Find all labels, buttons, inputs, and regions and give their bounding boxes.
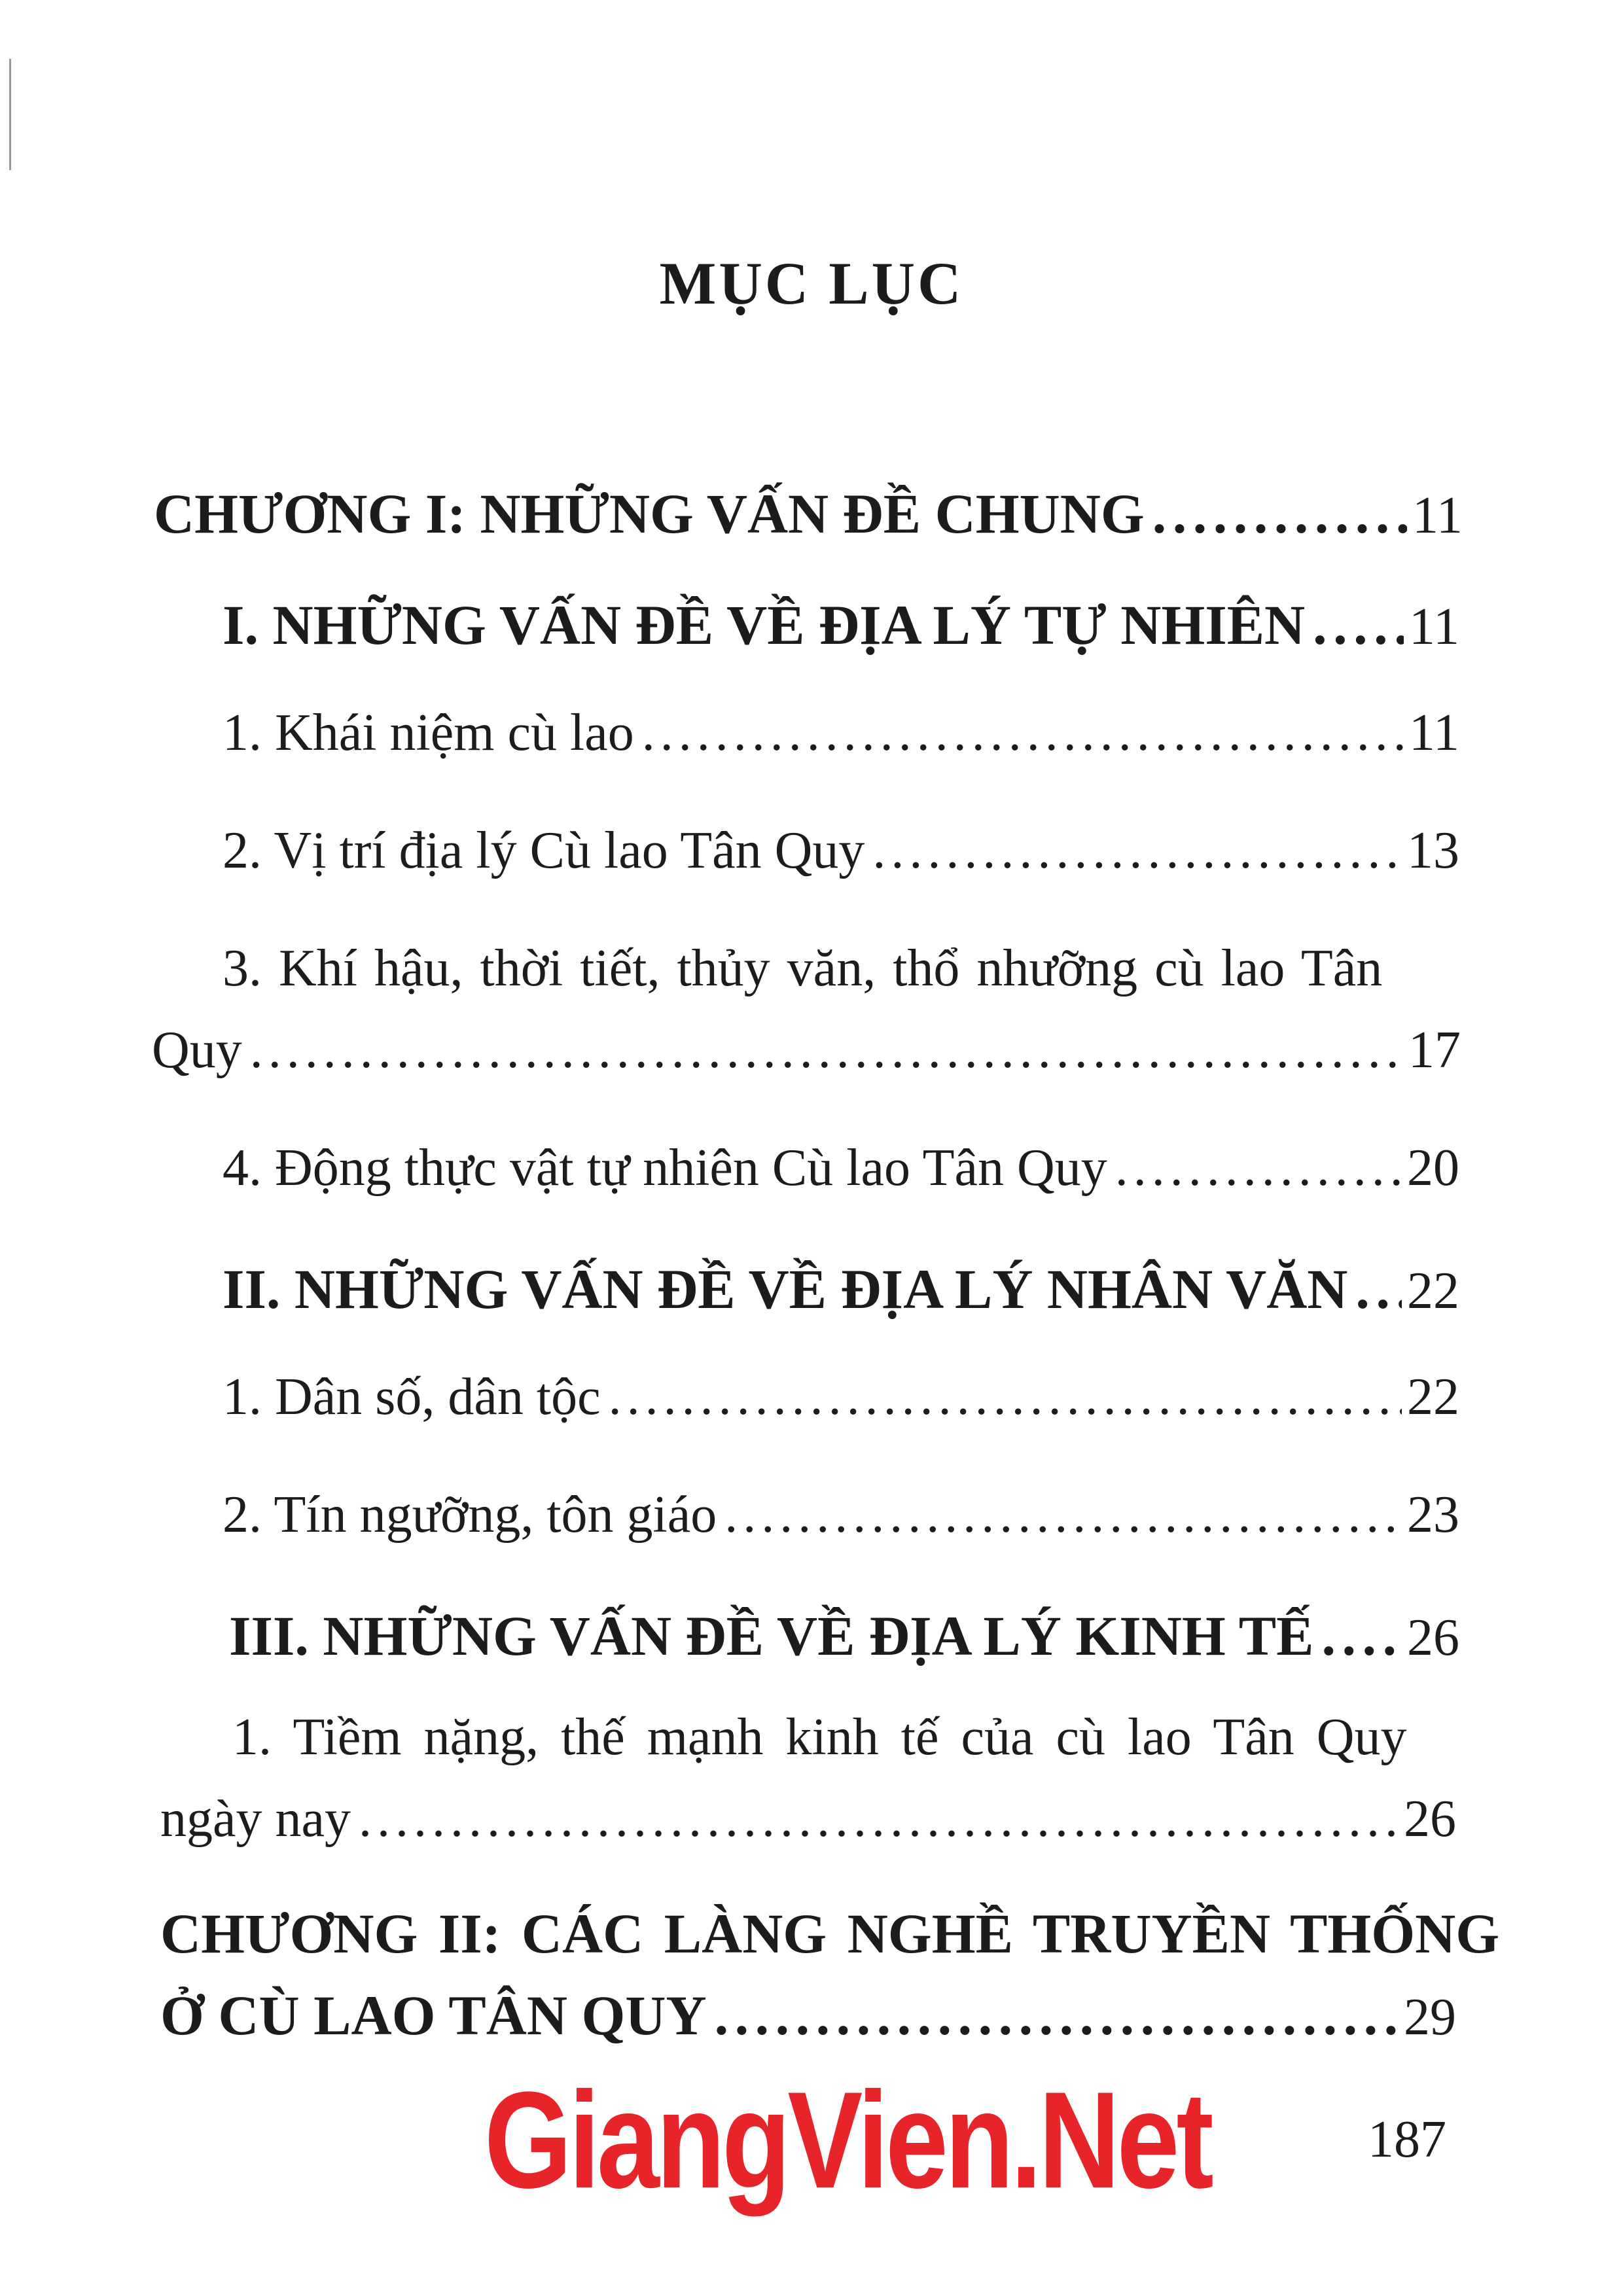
toc-entry-text: 1. Khái niệm cù lao xyxy=(223,704,634,762)
toc-entry-text: 4. Động thực vật tự nhiên Cù lao Tân Quy xyxy=(223,1139,1107,1197)
toc-entry-text: CHƯƠNG I: NHỮNG VẤN ĐỀ CHUNG xyxy=(154,482,1145,545)
toc-entry-item[interactable] xyxy=(223,1139,1459,1198)
toc-entry-text: III. NHỮNG VẤN ĐỀ VỀ ĐỊA LÝ KINH TẾ xyxy=(229,1604,1314,1667)
toc-entry-page: 29 xyxy=(1404,1988,1456,2046)
toc-entry-section-1[interactable] xyxy=(223,592,1459,658)
toc-entry-text: I. NHỮNG VẤN ĐỀ VỀ ĐỊA LÝ TỰ NHIÊN xyxy=(223,593,1306,656)
toc-entry-section-2[interactable] xyxy=(223,1256,1459,1322)
toc-entry-item-line2[interactable] xyxy=(152,1021,1461,1080)
toc-entry-item[interactable] xyxy=(223,1368,1459,1427)
toc-entry-item[interactable] xyxy=(223,1485,1459,1545)
toc-leader-dots xyxy=(642,703,1404,763)
toc-leader-dots xyxy=(1152,481,1407,546)
toc-entry-chapter-2-line1[interactable]: CHƯƠNG II: CÁC LÀNG NGHỀ TRUYỀN THỐNG xyxy=(160,1902,1500,1965)
toc-leader-dots xyxy=(1321,1603,1402,1669)
toc-entry-page: 22 xyxy=(1407,1368,1459,1426)
toc-entry-text: Quy xyxy=(152,1021,242,1079)
toc-entry-text: ngày nay xyxy=(160,1790,351,1848)
toc-leader-dots xyxy=(1115,1139,1402,1198)
toc-entry-section-3[interactable] xyxy=(229,1603,1459,1669)
toc-entry-text: 2. Tín ngưỡng, tôn giáo xyxy=(223,1486,717,1544)
page-number: 187 xyxy=(1368,2111,1446,2168)
toc-leader-dots xyxy=(250,1021,1403,1080)
toc-entry-item-line1[interactable]: 1. Tiềm nặng, thế mạnh kinh tế của cù lao Tân Quy xyxy=(232,1708,1407,1766)
toc-entry-text: II. NHỮNG VẤN ĐỀ VỀ ĐỊA LÝ NHÂN VĂN xyxy=(223,1258,1348,1320)
toc-entry-page: 26 xyxy=(1404,1790,1456,1848)
toc-entry-text: 1. Dân số, dân tộc xyxy=(223,1368,601,1426)
toc-entry-page: 11 xyxy=(1412,487,1463,544)
toc-entry-item[interactable] xyxy=(223,703,1459,763)
toc-entry-page: 23 xyxy=(1407,1486,1459,1544)
toc-leader-dots xyxy=(724,1485,1402,1545)
toc-entry-page: 17 xyxy=(1408,1021,1461,1079)
toc-entry-item-line1[interactable]: 3. Khí hậu, thời tiết, thủy văn, thổ nhưỡng cù lao Tân xyxy=(223,940,1383,997)
toc-entry-page: 22 xyxy=(1407,1262,1459,1320)
toc-entry-item[interactable] xyxy=(223,821,1459,881)
toc-entry-page: 26 xyxy=(1407,1609,1459,1667)
toc-entry-page: 11 xyxy=(1408,598,1459,656)
toc-entry-chapter-2-line2[interactable] xyxy=(160,1983,1456,2048)
toc-leader-dots xyxy=(1355,1256,1402,1322)
toc-leader-dots xyxy=(609,1368,1402,1427)
toc-entry-page: 11 xyxy=(1408,704,1459,762)
page-title: MỤC LỤC xyxy=(659,250,964,317)
toc-leader-dots xyxy=(872,821,1402,881)
toc-entry-chapter-1[interactable] xyxy=(154,481,1463,546)
toc-entry-text: 2. Vị trí địa lý Cù lao Tân Quy xyxy=(223,822,865,879)
toc-entry-item-line2[interactable] xyxy=(160,1790,1456,1849)
toc-entry-text: Ở CÙ LAO TÂN QUY xyxy=(160,1984,707,2047)
watermark-logo: GiangVien.Net xyxy=(484,2063,1211,2217)
toc-leader-dots xyxy=(1313,592,1404,658)
toc-entry-page: 20 xyxy=(1407,1139,1459,1197)
toc-leader-dots xyxy=(359,1790,1399,1849)
toc-entry-page: 13 xyxy=(1407,822,1459,879)
toc-leader-dots xyxy=(715,1983,1399,2048)
